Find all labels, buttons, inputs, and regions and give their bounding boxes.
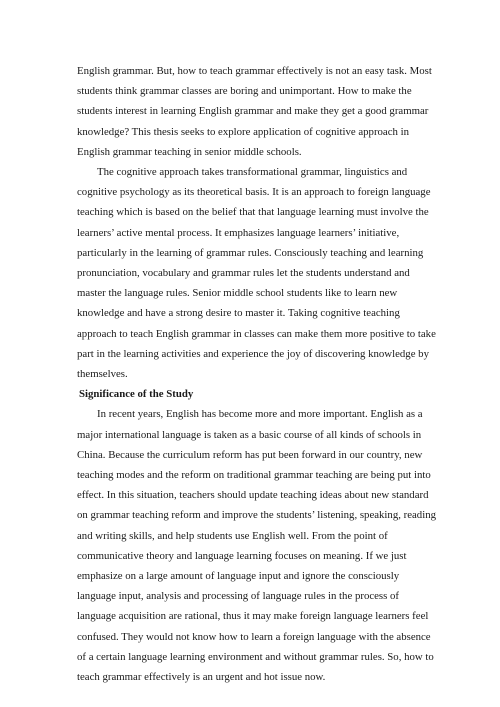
paragraph-significance: In recent years, English has become more and more important. English as a major international language is taken as a basic course of all kinds of schools in China. Because the curriculum reform has put been forward in our country, new teaching modes and the reform on traditional grammar teaching are being put into effect. In this situation, teachers should update teaching ideas about new standard on grammar teaching reform and improve the students’ listening, speaking, reading and writing skills, and help students use English well. From the point of communicative theory and language learning focuses on meaning. If we just emphasize on a large amount of language input and ignore the consciously language input, analysis and processing of language rules in the process of language acquisition are rational, thus it may make foreign language learners feel confused. They would not know how to learn a foreign language with the absence of a certain language learning environment and without grammar rules. So, how to teach grammar effectively is an urgent and hot issue now. — [77, 408, 436, 684]
paragraph-intro-continued: English grammar. But, how to teach grammar effectively is not an easy task. Most students think grammar classes are boring and unimportant. How to make the students interest in learning English grammar and make they get a good grammar knowledge? This thesis seeks to explore application of cognitive approach in English grammar teaching in senior middle schools. — [77, 65, 432, 158]
paragraph-cognitive-approach: The cognitive approach takes transformational grammar, linguistics and cognitive psychology as its theoretical basis. It is an approach to foreign language teaching which is based on the belief that that language learning must involve the learners’ active mental process. It emphasizes language learners’ initiative, particularly in the learning of grammar rules. Consciously teaching and learning pronunciation, vocabulary and grammar rules let the students understand and master the language rules. Senior middle school students like to learn new knowledge and have a strong desire to master it. Taking cognitive teaching approach to teach English grammar in classes can make them more positive to take part in the learning activities and experience the joy of discovering knowledge by themselves. — [77, 166, 436, 381]
body-text — [77, 61, 437, 687]
section-heading: Significance of the Study — [79, 388, 194, 401]
